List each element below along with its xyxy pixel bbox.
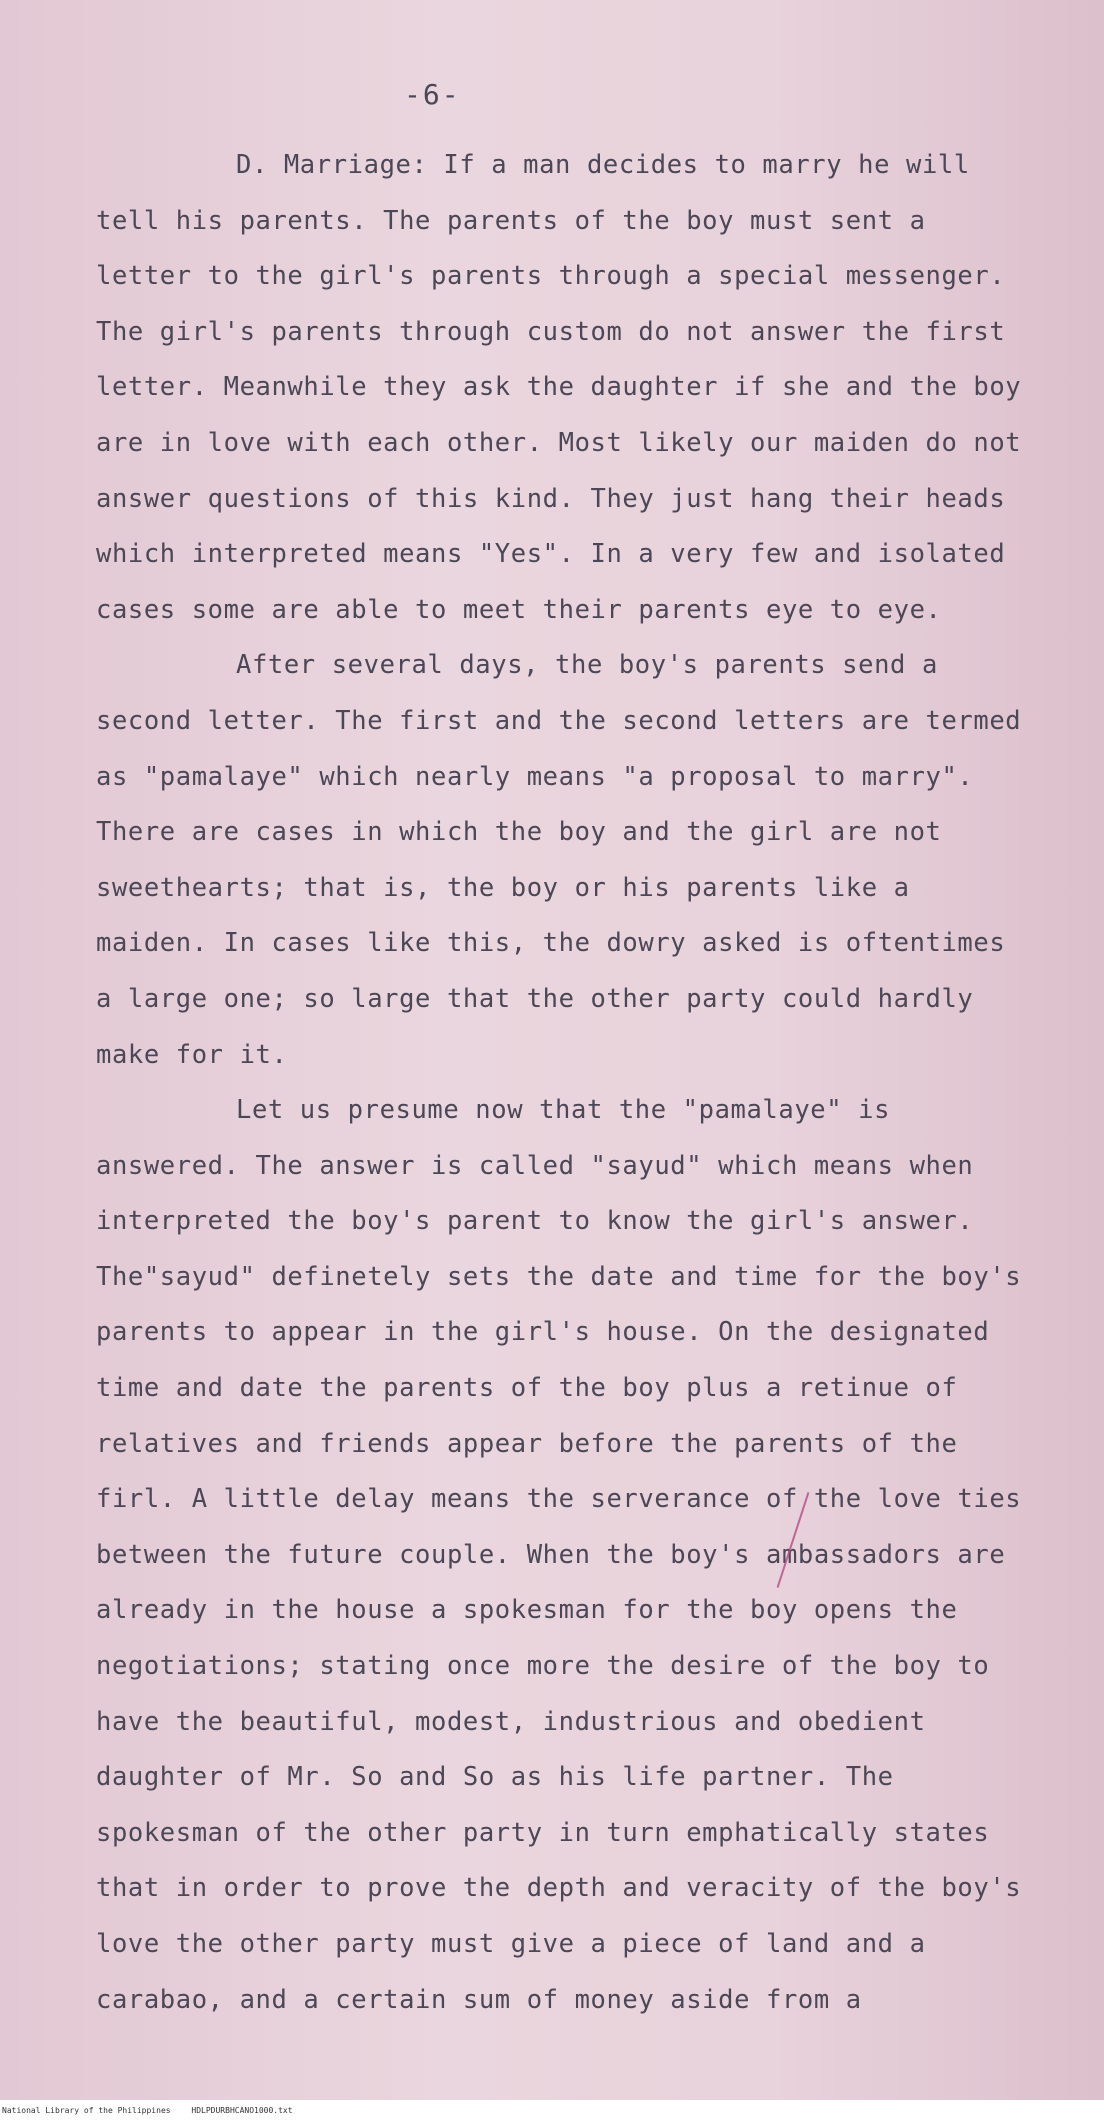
paragraph-marriage: D. Marriage: If a man decides to marry he will tell his parents. The parents of the boy must sent a letter to the girl's parents through a special messenger. The girl's parents through custom do not answer the first letter. Meanwhile they ask the daughter if she and the boy are in love with each other. Most likely our maiden do not answer questions of this kind. They just hang their heads which interpreted means "Yes". In a very few and isolated cases some are able to meet their parents eye to eye.	[96, 150, 1022, 625]
footer-library-name: National Library of the Philippines	[2, 2106, 171, 2115]
footer-strip	[0, 2100, 1104, 2122]
page-number: -6-	[404, 78, 461, 111]
paragraph-second-letter: After several days, the boy's parents send a second letter. The first and the second letters are termed as "pamalaye" which nearly means "a proposal to marry". There are cases in which the boy and the girl are not sweethearts; that is, the boy or his parents like a maiden. In cases like this, the dowry asked is oftentimes a large one; so large that the other party could hardly make for it.	[96, 650, 1022, 1070]
body-text	[96, 138, 1036, 2028]
footer-file-id: HDLPDURBHCANO1000.txt	[191, 2106, 293, 2115]
paragraph-sayud: Let us presume now that the "pamalaye" is answered. The answer is called "sayud" which means when interpreted the boy's parent to know the girl's answer. The"sayud" definetely sets the date and time for the boy's parents to appear in the girl's house. On the designated time and date the parents of the boy plus a retinue of relatives and friends appear before the parents of the firl. A little delay means the serverance of the love ties between the future couple. When the boy's ambassadors are already in the house a spokesman for the boy opens the negotiations; stating once more the desire of the boy to have the beautiful, modest, industrious and obedient daughter of Mr. So and So as his life partner. The spokesman of the other party in turn emphatically states that in order to prove the depth and veracity of the boy's love the other party must give a piece of land and a carabao, and a certain sum of money aside from a	[96, 1095, 1022, 2015]
